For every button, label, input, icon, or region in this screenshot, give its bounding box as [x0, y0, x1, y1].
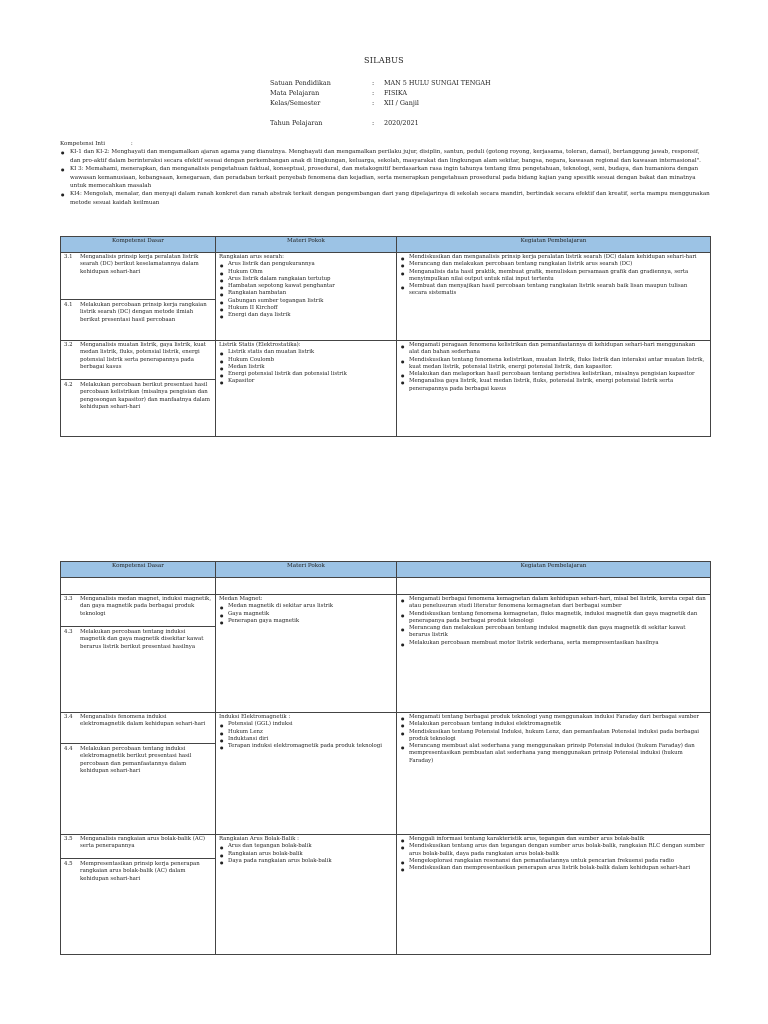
kd-number: 3.1: [64, 254, 73, 260]
materi-list: [219, 261, 393, 319]
kd-separator: [61, 743, 215, 744]
table-header-row: [61, 237, 711, 253]
list-item: ● Melakukan percobaan membuat motor listrik sederhana, serta mempresentasikan hasilnya: [409, 640, 707, 647]
list-item: ● Mengeksplorasi rangkaian resonansi dan pemanfaatannya untuk pencarian frekuensi pada radio: [409, 858, 707, 865]
kd-number: 3.5: [64, 836, 73, 842]
kegiatan-cell: [397, 595, 711, 713]
header-kompetensi-dasar: Kompetensi Dasar: [61, 562, 216, 578]
syllabus-table-2: [60, 561, 711, 955]
document-title: SILABUS: [364, 56, 404, 65]
kd-text: Menganalisis muatan listrik, gaya listrik, kuat medan listrik, fluks, potensial listrik, energi potensial listrik serta penerapannya pada berbagai kasus: [80, 342, 206, 370]
kd-cell: [61, 253, 216, 341]
kd-separator: [61, 379, 215, 380]
kd-text: Melakukan percobaan tentang induksi elektromagnetik berikut presentasi hasil percobaan dan pemanfaatannya dalam kehidupan sehari-hari: [80, 746, 192, 774]
empty-cell: [61, 578, 216, 595]
kd-item: [64, 342, 212, 376]
list-item: ● Merancang dan melakukan percobaan tentang rangkaian listrik arus searah (DC): [409, 261, 707, 268]
list-item: ● Daya pada rangkaian arus bolak-balik: [228, 858, 393, 865]
list-item: ● Terapan induksi elektromagnetik pada produk teknologi: [228, 743, 393, 750]
list-item: ● Arus dan tegangan bolak-balik: [228, 843, 393, 850]
materi-heading: Listrik Statis (Elektrostatika):: [219, 342, 301, 348]
kd-text: Melakukan percobaan tentang induksi magnetik dan gaya magnetik disekitar kawat berarus listrik berikut presentasi hasilnya: [80, 629, 204, 650]
kd-cell: [61, 835, 216, 955]
kd-text: Melakukan percobaan berikut presentasi hasil percobaan kelistrikan (misalnya pengisian dan pengosongan kapasitor) dan manfaatnya dalam kehidupan sehari-hari: [80, 382, 210, 410]
meta-label: Kelas/Semester: [270, 99, 321, 107]
ki-heading: [60, 140, 710, 148]
kd-text: Menganalisis medan magnet, induksi magnetik, dan gaya magnetik pada berbagai produk teknologi: [80, 596, 212, 617]
list-item: ● Rangkaian arus bolak-balik: [228, 851, 393, 858]
kd-item: [64, 254, 212, 296]
table-row: [61, 253, 711, 341]
materi-cell: [216, 835, 397, 955]
materi-cell: [216, 595, 397, 713]
meta-row-satuan: [270, 79, 491, 88]
list-item: ● Rangkaian hambatan: [228, 290, 393, 297]
kd-item: [64, 714, 212, 740]
kd-text: Melakukan percobaan prinsip kerja rangkaian listrik searah (DC) dengan metode ilmiah berikut presentasi hasil percobaan: [80, 302, 207, 323]
list-item: ● Medan listrik: [228, 364, 393, 371]
kd-number: 4.4: [64, 746, 73, 752]
header-materi-pokok: Materi Pokok: [216, 237, 397, 253]
list-item: ● Menganalisa gaya listrik, kuat medan listrik, fluks, potensial listrik, energi potensial listrik serta penerapannya pada berbagai kasus: [409, 378, 707, 393]
header-materi-pokok: Materi Pokok: [216, 562, 397, 578]
list-item: ● Mendiskusikan tentang Potensial Induksi, hukum Lenz, dan pemanfaatan Potensial induksi pada berbagai produk teknologi: [409, 729, 707, 744]
list-item: ● Kapasitor: [228, 378, 393, 385]
list-item: ● Mendiskusikan dan menganalisis prinsip kerja peralatan listrik searah (DC) dalam kehidupan sehari-hari: [409, 254, 707, 261]
kd-number: 4.3: [64, 629, 73, 635]
kd-cell: [61, 595, 216, 713]
kd-item: [64, 382, 212, 411]
materi-heading: Induksi Elektromagnetik :: [219, 714, 291, 720]
ki-item: ● KI 3: Memahami, menerapkan, dan menganalisis pengetahuan faktual, konseptual, prosedural, dan metakognitif berdasarkan rasa ingin tahunya tentang ilmu pengetahuan, teknologi, seni, budaya, dan humaniora dengan wawasan kemanusiaan, kebangsaan, kenegaraan, dan peradaban terkait penyebab fenomena dan kejadian, serta menerapkan pengetahuan prosedural pada bidang kajian yang spesifik sesuai dengan bakat dan minatnya untuk memecahkan masalah: [70, 165, 710, 190]
kd-text: Menganalisis prinsip kerja peralatan listrik searah (DC) berikut keselamatannya dalam kehidupan sehari-hari: [80, 254, 199, 275]
list-item: ● Potensial (GGL) induksi: [228, 721, 393, 728]
list-item: ● Induktansi diri: [228, 736, 393, 743]
list-item: ● Hukum II Kirchoff: [228, 305, 393, 312]
table-row: [61, 713, 711, 835]
kd-number: 3.3: [64, 596, 73, 602]
kd-number: 4.2: [64, 382, 73, 388]
list-item: ● Arus listrik dalam rangkaian tertutup: [228, 276, 393, 283]
meta-row-mapel: [270, 89, 407, 98]
empty-cell: [216, 578, 397, 595]
materi-cell: [216, 713, 397, 835]
list-item: ● Gabungan sumber tegangan listrik: [228, 298, 393, 305]
kegiatan-list: [400, 254, 707, 298]
kegiatan-list: [400, 342, 707, 393]
kd-cell: [61, 341, 216, 437]
list-item: ● Hukum Coulomb: [228, 357, 393, 364]
list-item: ● Mendiskusikan tentang fenomena kelistrikan, muatan listrik, fluks listrik dan interaksi antar muatan listrik, kuat medan listrik, potensial listrik, energi potensial listrik, dan kapasitor.: [409, 357, 707, 372]
list-item: ● Penerapan gaya magnetik: [228, 618, 393, 625]
table-row: [61, 595, 711, 713]
materi-cell: [216, 253, 397, 341]
list-item: ● Energi potensial listrik dan potensial listrik: [228, 371, 393, 378]
kegiatan-list: [400, 596, 707, 647]
list-item: ● Merancang dan melakukan percobaan tentang induksi magnetik dan gaya magnetik di sekitar kawat berarus listrik: [409, 625, 707, 640]
materi-list: [219, 603, 393, 625]
list-item: ● Merancang membuat alat sederhana yang menggunakan prinsip Potensial induksi (hukum Faraday) dan mempresentasikan pembuatan alat sederhana yang menggunakan prinsip Potensial induksi (hukum Faraday): [409, 743, 707, 765]
kd-number: 4.5: [64, 861, 73, 867]
header-kegiatan: Kegiatan Pembelajaran: [397, 237, 711, 253]
table-row: [61, 835, 711, 955]
materi-list: [219, 349, 393, 385]
meta-row-kelas: [270, 99, 419, 108]
kegiatan-list: [400, 836, 707, 872]
meta-label: Mata Pelajaran: [270, 89, 320, 97]
meta-colon: :: [372, 119, 375, 127]
kd-number: 3.4: [64, 714, 73, 720]
header-kegiatan: Kegiatan Pembelajaran: [397, 562, 711, 578]
materi-heading: Rangkaian Arus Bolak-Balik :: [219, 836, 299, 842]
materi-list: [219, 843, 393, 865]
kd-text: Mempresentasikan prinsip kerja penerapan rangkaian arus bolak-balik (AC) dalam kehidupan sehari-hari: [80, 861, 200, 882]
ki-heading-text: Kompetensi Inti: [60, 141, 106, 147]
ki-item: ● KI4: Mengolah, menalar, dan menyaji dalam ranah konkret dan ranah abstrak terkait dengan pengembangan dari yang dipelajarinya di sekolah secara mandiri, bertindak secara efektif dan kreatif, serta mampu menggunakan metode sesuai kaidah keilmuan: [70, 190, 710, 207]
meta-colon: :: [372, 79, 375, 87]
meta-row-tahun: [270, 119, 419, 128]
meta-value: FISIKA: [384, 89, 407, 97]
kd-item: [64, 629, 212, 651]
list-item: ● Mendiskusikan dan mempresentasikan penerapan arus listrik bolak-balik dalam kehidupan sehari-hari: [409, 865, 707, 872]
kegiatan-cell: [397, 713, 711, 835]
ki-heading-colon: :: [130, 141, 133, 147]
list-item: ● Membuat dan menyajikan hasil percobaan tentang rangkaian listrik searah baik lisan maupun tulisan secara sistematis: [409, 283, 707, 298]
table-header-row: [61, 562, 711, 578]
list-item: ● Menggali informasi tentang karakteristik arus, tegangan dan sumber arus bolak-balik: [409, 836, 707, 843]
kd-cell: [61, 713, 216, 835]
list-item: ● Energi dan daya listrik: [228, 312, 393, 319]
materi-heading: Medan Magnet:: [219, 596, 263, 602]
list-item: ● Mengamati peragaan fenomena kelistrikan dan pemanfaatannya di kehidupan sehari-hari menggunakan alat dan bahan sederhana: [409, 342, 707, 357]
ki-list: [60, 148, 710, 207]
kegiatan-cell: [397, 835, 711, 955]
list-item: ● Listrik statis dan muatan listrik: [228, 349, 393, 356]
list-item: ● Mengamati tentang berbagai produk teknologi yang menggunakan induksi Faraday dari berbagai sumber: [409, 714, 707, 721]
kd-text: Menganalisis fenomena induksi elektromagnetik dalam kehidupan sehari-hari: [80, 714, 206, 728]
kd-item: [64, 746, 212, 775]
list-item: ● Medan magnetik di sekitar arus listrik: [228, 603, 393, 610]
kd-item: [64, 596, 212, 623]
table-row: [61, 341, 711, 437]
kd-separator: [61, 299, 215, 300]
meta-label: Satuan Pendidikan: [270, 79, 331, 87]
kd-item: [64, 861, 212, 883]
syllabus-table-1: [60, 236, 711, 437]
list-item: ● Hukum Ohm: [228, 269, 393, 276]
list-item: ● Hambatan sepotong kawat penghantar: [228, 283, 393, 290]
meta-value: 2020/2021: [384, 119, 419, 127]
list-item: ● Gaya magnetik: [228, 611, 393, 618]
list-item: ● Mengamati berbagai fenomena kemagnetan dalam kehidupan sehari-hari, misal bel listrik, kereta cepat dan atau penelusuran studi literatur fenomena kemagnetan dari berbagai sumber: [409, 596, 707, 611]
kompetensi-inti: [60, 140, 710, 207]
kd-item: [64, 836, 212, 855]
table-row-empty: [61, 578, 711, 595]
ki-item: ● KI-1 dan KI-2: Menghayati dan mengamalkan ajaran agama yang dianutnya. Menghayati dan mengamalkan perilaku jujur, disiplin, santun, peduli (gotong royong, kerjasama, toleran, damai), bertanggung jawab, responsif, dan pro-aktif dalam berinteraksi secara efektif sesuai dengan perkembangan anak di lingkungan, keluarga, sekolah, masyarakat dan lingkungan alam sekitar, bangsa, negara, kawasan regional dan kawasan internasional".: [70, 148, 710, 165]
meta-label: Tahun Pelajaran: [270, 119, 323, 127]
list-item: ● Hukum Lenz: [228, 729, 393, 736]
kegiatan-cell: [397, 341, 711, 437]
kegiatan-list: [400, 714, 707, 765]
header-kompetensi-dasar: Kompetensi Dasar: [61, 237, 216, 253]
materi-list: [219, 721, 393, 750]
meta-value: XII / Ganjil: [384, 99, 419, 107]
kd-number: 4.1: [64, 302, 73, 308]
meta-value: MAN 5 HULU SUNGAI TENGAH: [384, 79, 491, 87]
list-item: ● Arus listrik dan pengukurannya: [228, 261, 393, 268]
kd-separator: [61, 626, 215, 627]
list-item: ● Mendiskusikan tentang fenomena kemagnetan, fluks magnetik, induksi magnetik dan gaya magnetik dan penerapanya pada berbagai produk teknologi: [409, 611, 707, 626]
meta-colon: :: [372, 99, 375, 107]
kd-separator: [61, 858, 215, 859]
list-item: ● Melakukan percobaan tentang induksi elektromagnetik: [409, 721, 707, 728]
kd-text: Menganalisis rangkaian arus bolak-balik (AC) serta penerapannya: [80, 836, 205, 850]
list-item: ● Menganalisis data hasil praktik, membuat grafik, menuliskan persamaan grafik dan gradiennya, serta menyimpulkan nilai output untuk nilai input tertentu: [409, 269, 707, 284]
kd-number: 3.2: [64, 342, 73, 348]
list-item: ● Melakukan dan melaporkan hasil percobaan tentang peristiwa kelistrikan, misalnya pengisian kapasitor: [409, 371, 707, 378]
meta-colon: :: [372, 89, 375, 97]
empty-cell: [397, 578, 711, 595]
materi-cell: [216, 341, 397, 437]
list-item: ● Mendiskusikan tentang arus dan tegangan dengan sumber arus bolak-balik, rangkaian RLC dengan sumber arus bolak-balik, daya pada rangkaian arus bolak-balik: [409, 843, 707, 858]
kegiatan-cell: [397, 253, 711, 341]
materi-heading: Rangkaian arus searah:: [219, 254, 284, 260]
kd-item: [64, 302, 212, 324]
